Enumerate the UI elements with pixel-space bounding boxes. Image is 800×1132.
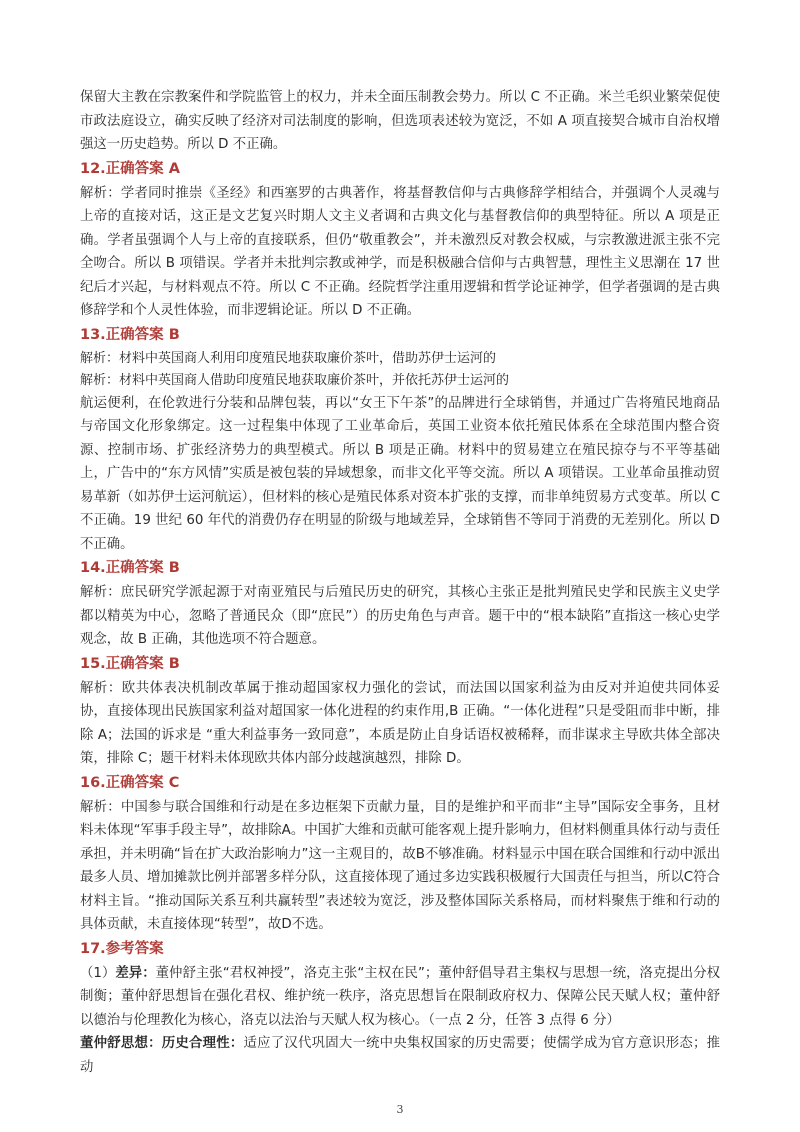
answer-heading: 13.正确答案 B <box>80 326 180 343</box>
intro-paragraph: 保留大主教在宗教案件和学院监管上的权力，并未全面压制教会势力。所以 C 不正确。米兰毛织业繁荣促使市政法庭设立，确实反映了经济对司法制度的影响，但选项表述较为宽泛，不如 A 项直接契合城市自治权增强这一历史趋势。所以 D 不正确。 <box>80 90 720 152</box>
explanation-paragraph: 航运便利，在伦敦进行分装和品牌包装，再以“女王下午茶”的品牌进行全球销售，并通过广告将殖民地商品与帝国文化形象绑定。这一过程集中体现了工业革命后，英国工业资本依托殖民体系在全球范围内整合资源、控制市场、扩张经济势力的典型模式。所以 B 项是正确。材料中的贸易建立在殖民掠夺与不平等基础上，广告中的“东方风情”实质是被包装的异域想象，而非文化平等交流。所以 A 项错误。工业革命虽推动贸易革新（如苏伊士运河航运），但材料的核心是殖民体系对资本扩张的支撑，而非单纯贸易方式变革。所以 C 不正确。19 世纪 60 年代的消费仍存在明显的阶级与地域差异，全球销售不等同于消费的无差别化。所以 D 不正确。 <box>80 395 720 552</box>
answer-heading: 12.正确答案 A <box>80 160 180 177</box>
explanation-paragraph: 解析：中国参与联合国维和行动是在多边框架下贡献力量，目的是维护和平而非“主导”国际安全事务，且材料未体现“军事手段主导”，故排除A。中国扩大维和贡献可能客观上提升影响力，但材料侧重具体行动与责任承担，并未明确“旨在扩大政治影响力”这一主观目的，故B不够准确。材料显示中国在联合国维和行动中派出最多人员、增加摊款比例并部署多样分队，这直接体现了通过多边实践积极履行大国责任与担当，所以C符合材料主旨。“推动国际关系互利共赢转型”表述较为宽泛，涉及整体国际关系格局，而材料聚焦于维和行动的具体贡献，未直接体现“转型”，故D不选。 <box>80 799 720 932</box>
answer-heading: 15.正确答案 B <box>80 655 180 672</box>
answer-heading: 17.参考答案 <box>80 940 164 957</box>
page-content <box>80 86 720 1079</box>
part2-label: 董仲舒思想：历史合理性： <box>80 1036 244 1051</box>
answer17-part1 <box>80 962 720 1033</box>
part1-prefix: （1） <box>80 965 116 981</box>
answer-13 <box>80 323 720 557</box>
answer-17 <box>80 937 720 1080</box>
answer-16 <box>80 771 720 937</box>
explanation-paragraph: 解析：欧共体表决机制改革属于推动超国家权力强化的尝试，而法国以国家利益为由反对并迫使共同体妥协，直接体现出民族国家利益对超国家一体化进程的约束作用,B 正确。“一体化进程”只是受阻而非中断，排除 A；法国的诉求是 “重大利益事务一致同意”，本质是防止自身话语权被稀释，而非谋求主导欧共体全部决策，排除 C；题干材料未体现欧共体内部分歧越演越烈，排除 D。 <box>80 680 720 766</box>
answer-14 <box>80 556 720 652</box>
page-number: 3 <box>396 1103 404 1116</box>
answer-heading: 16.正确答案 C <box>80 774 180 791</box>
answer-heading: 14.正确答案 B <box>80 560 180 576</box>
explanation-paragraph: 解析：学者同时推崇《圣经》和西塞罗的古典著作，将基督教信仰与古典修辞学相结合，并强调个人灵魂与上帝的直接对话，这正是文艺复兴时期人文主义者调和古典文化与基督教信仰的典型特征。所以 A 项是正确。学者虽强调个人与上帝的直接联系，但仍“敬重教会”，并未激烈反对教会权威，与宗教激进派主张不完全吻合。所以 B 项错误。学者并未批判宗教或神学，而是积极融合信仰与古典智慧，理性主义思潮在 17 世纪后才兴起，与材料观点不符。所以 C 不正确。经院哲学注重用逻辑和哲学论证神学，但学者强调的是古典修辞学和个人灵性体验，而非逻辑论证。所以 D 不正确。 <box>80 185 720 318</box>
answer-12 <box>80 157 720 323</box>
part2-text: 适应了汉代巩固大一统中央集权国家的历史需要；使儒学成为官方意识形态；推动 <box>80 1036 721 1075</box>
explanation-paragraph: 解析：材料中英国商人利用印度殖民地获取廉价茶叶，借助苏伊士运河的 <box>80 350 497 366</box>
answer-15 <box>80 652 720 771</box>
explanation-paragraph: 解析：庶民研究学派起源于对南亚殖民与后殖民历史的研究，其核心主张正是批判殖民史学和民族主义史学都以精英为中心，忽略了普通民众（即“庶民”）的历史角色与声音。题干中的“根本缺陷”直指这一核心史学观念，故 B 正确，其他选项不符合题意。 <box>80 585 720 647</box>
part1-text: 董仲舒主张“君权神授”，洛克主张“主权在民”；董仲舒倡导君主集权与思想一统，洛克提出分权制衡；董仲舒思想旨在强化君权、维护统一秩序，洛克思想旨在限制政府权力、保障公民天赋人权；董仲舒以德治与伦理教化为核心，洛克以法治与天赋人权为核心。（一点 2 分，任答 3 点得 6 分） <box>80 965 720 1028</box>
explanation-paragraph: 解析：材料中英国商人借助印度殖民地获取廉价茶叶，并依托苏伊士运河的 <box>80 372 510 388</box>
part1-label: 差异： <box>115 965 156 981</box>
answer17-part2 <box>80 1032 720 1079</box>
